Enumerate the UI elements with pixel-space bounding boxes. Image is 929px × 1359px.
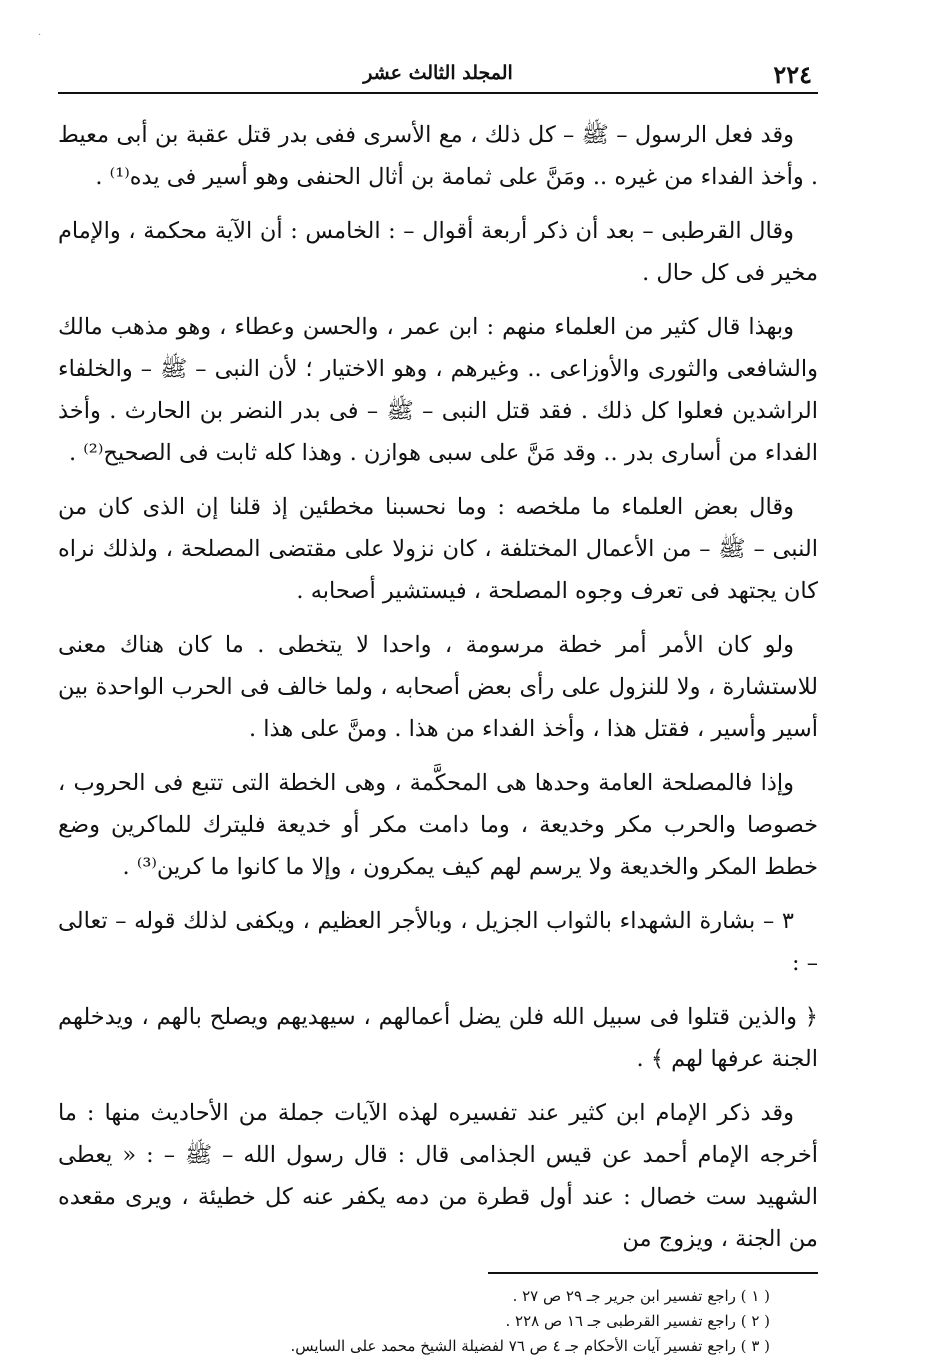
quran-verse: ﴿ والذين قتلوا فى سبيل الله فلن يضل أعمالهم ، سيهديهم ويصلح بالهم ، ويدخلهم الجنة عرفها لهم ﴾ . [58,1004,818,1072]
paragraph: وقال بعض العلماء ما ملخصه : وما نحسبنا مخطئين إذ قلنا إن الذى كان من النبى – ﷺ – من الأعمال المختلفة ، كان نزولا على مقتضى المصلحة ، ولذلك نراه كان يجتهد فى تعرف وجوه المصلحة ، فيستشير أصحابه . [58,494,818,604]
body-text [58,114,818,1260]
footnote: ( ٣ ) راجع تفسير آيات الأحكام جـ ٤ ص ٧٦ لفضيلة الشيخ محمد على السايس. [290,1337,770,1355]
paragraph: وقد فعل الرسول – ﷺ – كل ذلك ، مع الأسرى ففى بدر قتل عقبة بن أبى معيط . وأخذ الفداء من غيره .. ومَنَّ على ثمامة بن أثال الحنفى وهو أسير فى يده⁽¹⁾ . [58,122,818,190]
paragraph: ٣ – بشارة الشهداء بالثواب الجزيل ، وبالأجر العظيم ، ويكفى لذلك قوله – تعالى – : [58,908,818,976]
paragraph: وقد ذكر الإمام ابن كثير عند تفسيره لهذه الآيات جملة من الأحاديث منها : ما أخرجه الإمام أحمد عن قيس الجذامى قال : قال رسول الله – ﷺ – : « يعطى الشهيد ست خصال : عند أول قطرة من دمه يكفر عنه كل خطيئة ، ويرى مقعده من الجنة ، ويزوج من [58,1100,818,1252]
footnote-divider [488,1272,818,1274]
paragraph: وقال القرطبى – بعد أن ذكر أربعة أقوال – : الخامس : أن الآية محكمة ، والإمام مخير فى كل حال . [58,218,818,286]
scan-speck: · [38,30,42,41]
footnote: ( ١ ) راجع تفسير ابن جرير جـ ٢٩ ص ٢٧ . [512,1287,770,1305]
footnote: ( ٢ ) راجع تفسير القرطبى جـ ١٦ ص ٢٢٨ . [505,1312,770,1330]
paragraph: ولو كان الأمر أمر خطة مرسومة ، واحدا لا يتخطى . ما كان هناك معنى للاستشارة ، ولا للنزول على رأى بعض أصحابه ، ولما خالف فى الحرب الواحدة بين أسير وأسير ، فقتل هذا ، وأخذ الفداء من هذا . ومنَّ على هذا . [58,632,818,742]
paragraph: وبهذا قال كثير من العلماء منهم : ابن عمر ، والحسن وعطاء ، وهو مذهب مالك والشافعى والثورى والأوزاعى .. وغيرهم ، وهو الاختيار ؛ لأن النبى – ﷺ – والخلفاء الراشدين فعلوا كل ذلك . فقد قتل النبى – ﷺ – فى بدر النضر بن الحارث . وأخذ الفداء من أسارى بدر .. وقد مَنَّ على سبى هوازن . وهذا كله ثابت فى الصحيح⁽²⁾ . [58,314,818,466]
paragraph: وإذا فالمصلحة العامة وحدها هى المحكَّمة ، وهى الخطة التى تتبع فى الحروب ، خصوصا والحرب مكر وخديعة ، وما دامت مكر أو خديعة فليترك للماكرين وضع خطط المكر والخديعة ولا يرسم لهم كيف يمكرون ، وإلا ما كانوا ما كرين⁽³⁾ . [58,770,818,880]
page-number: ٢٢٤ [773,60,812,89]
footnotes [58,1284,818,1359]
running-title: المجلد الثالث عشر [363,62,513,84]
book-page [58,58,818,1355]
page-header [58,58,818,94]
